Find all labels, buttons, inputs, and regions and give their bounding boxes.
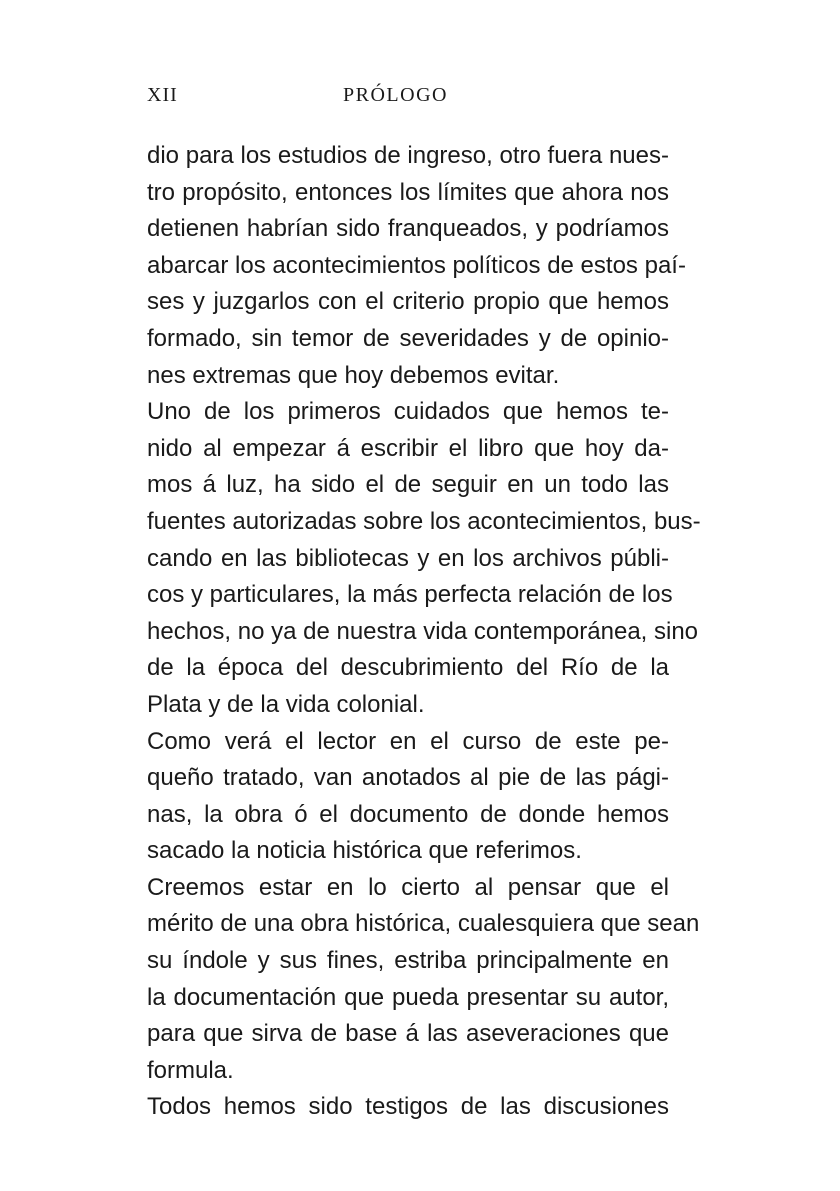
body-text: [147, 138, 701, 1126]
text-line: hechos, no ya de nuestra vida contemporánea, sino: [147, 617, 699, 645]
text-line: Plata y de la vida colonial.: [147, 690, 425, 718]
text-line: Uno de los primeros cuidados que hemos te-: [147, 398, 669, 426]
running-title: PRÓLOGO: [343, 84, 448, 106]
text-line: fuentes autorizadas sobre los acontecimientos, bus-: [147, 507, 701, 535]
text-line: nido al empezar á escribir el libro que hoy da-: [147, 434, 669, 462]
text-line: su índole y sus fines, estriba principalmente en: [147, 947, 669, 975]
text-line: Como verá el lector en el curso de este pe-: [147, 727, 669, 755]
text-line: detienen habrían sido franqueados, y podríamos: [147, 215, 669, 243]
text-line: nes extremas que hoy debemos evitar.: [147, 361, 560, 389]
text-line: para que sirva de base á las aseveraciones que: [147, 1020, 669, 1048]
text-line: mos á luz, ha sido el de seguir en un todo las: [147, 471, 669, 499]
text-line: formado, sin temor de severidades y de opinio-: [147, 324, 669, 352]
page-header: [147, 84, 667, 114]
text-line: tro propósito, entonces los límites que ahora nos: [147, 178, 669, 206]
text-line: cos y particulares, la más perfecta relación de los: [147, 581, 673, 609]
page-number: XII: [147, 84, 178, 106]
text-line: nas, la obra ó el documento de donde hemos: [147, 800, 669, 828]
text-line: de la época del descubrimiento del Río de la: [147, 654, 669, 682]
text-line: mérito de una obra histórica, cualesquiera que sean: [147, 910, 700, 938]
text-line: abarcar los acontecimientos políticos de estos paí-: [147, 251, 686, 279]
text-line: dio para los estudios de ingreso, otro fuera nues-: [147, 142, 669, 169]
text-line: Creemos estar en lo cierto al pensar que el: [147, 873, 669, 901]
text-line: sacado la noticia histórica que referimos.: [147, 837, 582, 865]
text-line: cando en las bibliotecas y en los archivos públi-: [147, 544, 669, 572]
text-line: formula.: [147, 1056, 234, 1084]
text-line: la documentación que pueda presentar su autor,: [147, 983, 669, 1011]
text-line: ses y juzgarlos con el criterio propio que hemos: [147, 288, 669, 316]
text-line: Todos hemos sido testigos de las discusiones: [147, 1093, 669, 1121]
text-line: queño tratado, van anotados al pie de las pági-: [147, 764, 669, 792]
